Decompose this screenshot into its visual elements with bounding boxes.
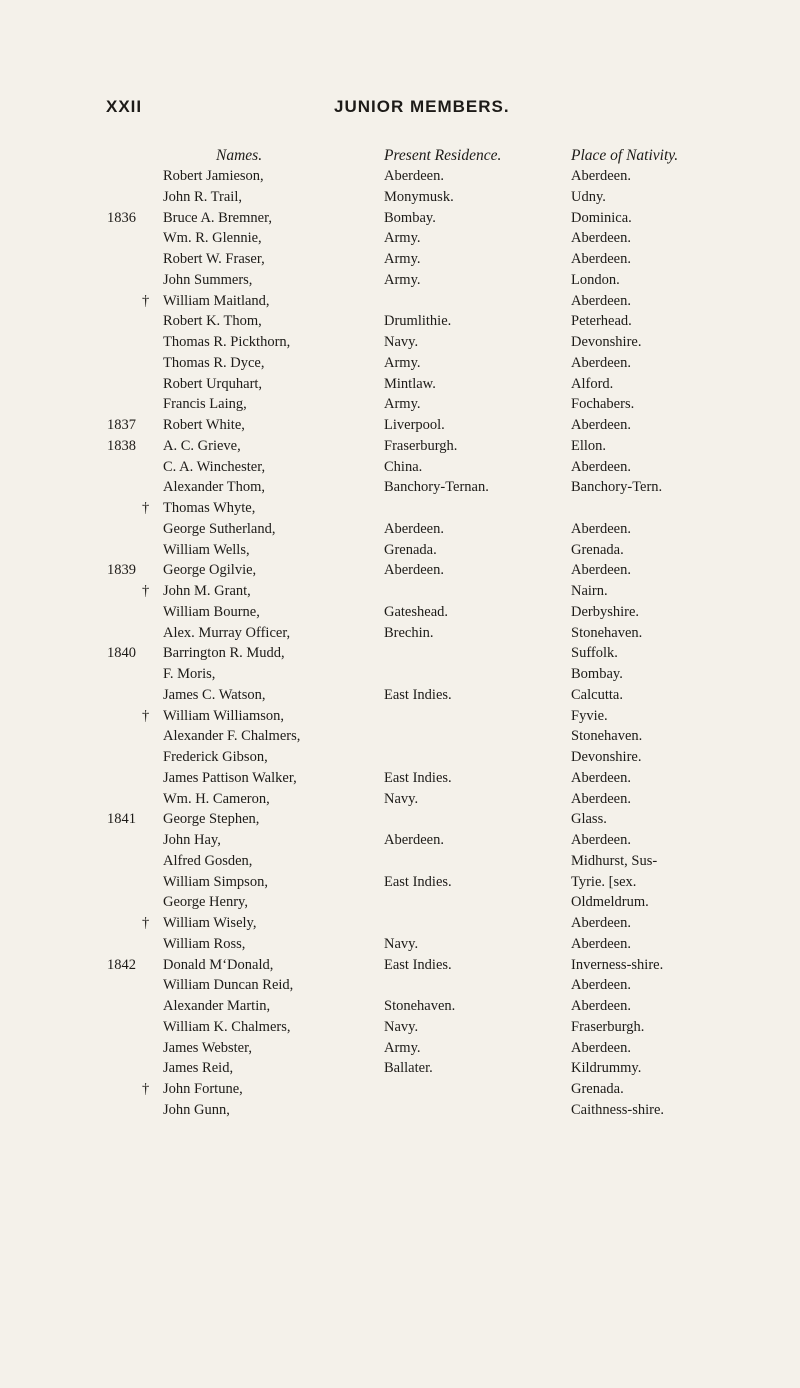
member-name: Wm. H. Cameron, (163, 790, 270, 807)
member-place: Suffolk. (571, 645, 618, 662)
member-row (0, 334, 800, 355)
member-place: Aberdeen. (571, 562, 631, 579)
member-residence: Brechin. (384, 624, 434, 641)
member-row (0, 500, 800, 521)
member-row (0, 977, 800, 998)
member-row (0, 417, 800, 438)
member-name: John Fortune, (163, 1081, 243, 1097)
member-name: Frederick Gibson, (163, 749, 268, 765)
member-name: James Reid, (163, 1060, 234, 1077)
member-name: George Stephen, (163, 811, 260, 828)
member-row (0, 542, 800, 563)
member-name: William Duncan Reid, (163, 977, 294, 994)
member-row (0, 1060, 800, 1081)
member-row (0, 915, 800, 936)
member-name: John Gunn, (163, 1101, 230, 1118)
member-residence: East Indies. (384, 873, 452, 890)
member-name: George Henry, (163, 894, 248, 911)
member-residence: Navy. (384, 935, 419, 952)
member-residence: Bombay. (384, 209, 436, 226)
member-row (0, 272, 800, 293)
member-name: William Ross, (163, 935, 246, 952)
member-place: Aberdeen. (571, 354, 631, 371)
member-row (0, 749, 800, 770)
member-name: Robert Urquhart, (163, 375, 263, 392)
member-place: Udny. (571, 188, 606, 205)
member-name: Thomas Whyte, (163, 500, 256, 516)
column-header-residence: Present Residence. (384, 147, 502, 164)
member-name: Alexander Martin, (163, 998, 271, 1014)
page-header (0, 97, 800, 121)
deceased-mark: † (142, 915, 150, 931)
member-residence: Aberdeen. (384, 520, 444, 537)
member-residence: Army. (384, 1039, 421, 1056)
member-place: Aberdeen. (571, 520, 631, 537)
member-row (0, 811, 800, 832)
member-name: William Bourne, (163, 603, 260, 620)
member-row (0, 957, 800, 978)
member-row (0, 832, 800, 853)
member-name: Robert W. Fraser, (163, 251, 265, 267)
member-name: Thomas R. Pickthorn, (163, 334, 291, 350)
member-name: Alexander F. Chalmers, (163, 728, 301, 745)
member-name: James C. Watson, (163, 686, 266, 703)
member-row (0, 1040, 800, 1061)
member-residence: Army. (384, 354, 421, 371)
member-row (0, 998, 800, 1019)
member-year: 1840 (107, 645, 136, 662)
member-place: Glass. (571, 811, 607, 828)
member-row (0, 168, 800, 189)
member-place: Stonehaven. (571, 624, 643, 641)
member-row (0, 459, 800, 480)
member-place: Aberdeen. (571, 998, 631, 1014)
member-place: Aberdeen. (571, 790, 631, 807)
member-residence: Ballater. (384, 1060, 433, 1077)
member-year: 1837 (107, 417, 136, 433)
member-residence: Grenada. (384, 541, 437, 558)
member-place: Inverness-shire. (571, 956, 664, 973)
member-name: Francis Laing, (163, 396, 247, 413)
member-year: 1842 (107, 956, 136, 973)
member-row (0, 396, 800, 417)
member-row (0, 645, 800, 666)
member-place: Aberdeen. (571, 1039, 631, 1056)
member-row (0, 562, 800, 583)
member-row (0, 687, 800, 708)
member-residence: Aberdeen. (384, 168, 444, 184)
member-place: London. (571, 271, 620, 288)
page-title: JUNIOR MEMBERS. (334, 97, 510, 116)
member-row (0, 625, 800, 646)
member-residence: East Indies. (384, 769, 452, 786)
member-place: Aberdeen. (571, 230, 631, 247)
member-place: Aberdeen. (571, 977, 631, 994)
member-name: A. C. Grieve, (163, 437, 241, 454)
member-residence: Stonehaven. (384, 998, 456, 1014)
member-place: Aberdeen. (571, 251, 631, 267)
member-row (0, 728, 800, 749)
member-place: Tyrie. [sex. (571, 873, 637, 890)
member-place: Aberdeen. (571, 935, 631, 952)
member-row (0, 666, 800, 687)
page-number: XXII (106, 97, 143, 116)
member-place: Grenada. (571, 1081, 624, 1097)
member-place: Nairn. (571, 583, 608, 599)
member-name: Bruce A. Bremner, (163, 209, 272, 226)
member-year: 1839 (107, 562, 136, 579)
member-place: Devonshire. (571, 749, 642, 765)
deceased-mark: † (142, 500, 150, 516)
member-place: Stonehaven. (571, 728, 643, 745)
deceased-mark: † (142, 583, 150, 599)
member-row (0, 583, 800, 604)
member-place: Aberdeen. (571, 168, 631, 184)
members-list (0, 168, 800, 1123)
member-name: William Maitland, (163, 292, 270, 309)
member-residence: Banchory-Ternan. (384, 479, 489, 496)
member-residence: East Indies. (384, 956, 452, 973)
member-place: Ellon. (571, 437, 607, 454)
member-row (0, 521, 800, 542)
member-residence: Army. (384, 271, 421, 288)
member-place: Fyvie. (571, 707, 608, 724)
member-name: C. A. Winchester, (163, 458, 266, 475)
member-place: Derbyshire. (571, 603, 640, 620)
member-name: Robert K. Thom, (163, 313, 262, 330)
member-year: 1838 (107, 437, 136, 454)
deceased-mark: † (142, 292, 150, 309)
member-residence: Mintlaw. (384, 375, 436, 392)
member-name: William K. Chalmers, (163, 1018, 291, 1035)
member-residence: Army. (384, 251, 421, 267)
member-row (0, 251, 800, 272)
member-name: John R. Trail, (163, 188, 242, 205)
member-place: Aberdeen. (571, 417, 631, 433)
member-residence: Liverpool. (384, 417, 445, 433)
member-place: Oldmeldrum. (571, 894, 649, 911)
member-place: Peterhead. (571, 313, 632, 330)
member-place: Calcutta. (571, 686, 623, 703)
deceased-mark: † (142, 707, 150, 724)
member-row (0, 770, 800, 791)
member-row (0, 1081, 800, 1102)
member-name: William Wisely, (163, 915, 257, 931)
member-row (0, 313, 800, 334)
member-name: John M. Grant, (163, 583, 251, 599)
member-row (0, 1019, 800, 1040)
member-place: Aberdeen. (571, 915, 631, 931)
member-row (0, 189, 800, 210)
member-row (0, 874, 800, 895)
member-residence: Navy. (384, 790, 419, 807)
member-place: Aberdeen. (571, 292, 631, 309)
member-place: Aberdeen. (571, 832, 631, 848)
member-place: Devonshire. (571, 334, 642, 350)
member-residence: Army. (384, 396, 421, 413)
member-name: George Ogilvie, (163, 562, 257, 579)
member-place: Kildrummy. (571, 1060, 642, 1077)
member-residence: Navy. (384, 334, 419, 350)
member-row (0, 1102, 800, 1123)
member-row (0, 894, 800, 915)
member-place: Caithness-shire. (571, 1101, 665, 1118)
member-place: Fraserburgh. (571, 1018, 645, 1035)
member-place: Grenada. (571, 541, 624, 558)
member-row (0, 210, 800, 231)
member-name: Donald M‘Donald, (163, 956, 274, 973)
member-name: F. Moris, (163, 666, 216, 682)
member-name: William Simpson, (163, 873, 268, 890)
member-residence: Fraserburgh. (384, 437, 458, 454)
member-name: Wm. R. Glennie, (163, 230, 262, 247)
member-name: Alex. Murray Officer, (163, 624, 291, 641)
column-header-place: Place of Nativity. (571, 147, 679, 164)
member-name: William Williamson, (163, 707, 284, 724)
member-name: Alfred Gosden, (163, 852, 253, 869)
member-year: 1841 (107, 811, 136, 828)
member-place: Aberdeen. (571, 769, 631, 786)
member-residence: Drumlithie. (384, 313, 452, 330)
member-name: John Hay, (163, 832, 221, 848)
member-residence: China. (384, 458, 423, 475)
member-row (0, 438, 800, 459)
member-residence: Aberdeen. (384, 832, 444, 848)
member-residence: Aberdeen. (384, 562, 444, 579)
column-header-names: Names. (216, 147, 263, 164)
member-residence: Gateshead. (384, 603, 449, 620)
member-row (0, 853, 800, 874)
member-row (0, 604, 800, 625)
member-year: 1836 (107, 209, 136, 226)
member-residence: East Indies. (384, 686, 452, 703)
member-row (0, 791, 800, 812)
member-row (0, 376, 800, 397)
member-residence: Monymusk. (384, 188, 454, 205)
member-row (0, 355, 800, 376)
member-row (0, 230, 800, 251)
member-name: Robert Jamieson, (163, 168, 264, 184)
member-name: Robert White, (163, 417, 245, 433)
member-place: Bombay. (571, 666, 623, 682)
member-row (0, 708, 800, 729)
member-place: Midhurst, Sus- (571, 852, 658, 869)
member-name: Alexander Thom, (163, 479, 266, 496)
member-name: William Wells, (163, 541, 250, 558)
member-row (0, 293, 800, 314)
member-name: George Sutherland, (163, 520, 276, 537)
member-name: John Summers, (163, 271, 253, 288)
member-place: Aberdeen. (571, 458, 631, 475)
member-name: Barrington R. Mudd, (163, 645, 285, 662)
member-name: James Pattison Walker, (163, 769, 297, 786)
member-name: Thomas R. Dyce, (163, 354, 265, 371)
member-name: James Webster, (163, 1039, 252, 1056)
member-row (0, 936, 800, 957)
member-residence: Army. (384, 230, 421, 247)
member-place: Dominica. (571, 209, 632, 226)
member-residence: Navy. (384, 1018, 419, 1035)
member-row (0, 479, 800, 500)
deceased-mark: † (142, 1081, 150, 1097)
member-place: Alford. (571, 375, 614, 392)
member-place: Banchory-Tern. (571, 479, 663, 496)
member-place: Fochabers. (571, 396, 635, 413)
